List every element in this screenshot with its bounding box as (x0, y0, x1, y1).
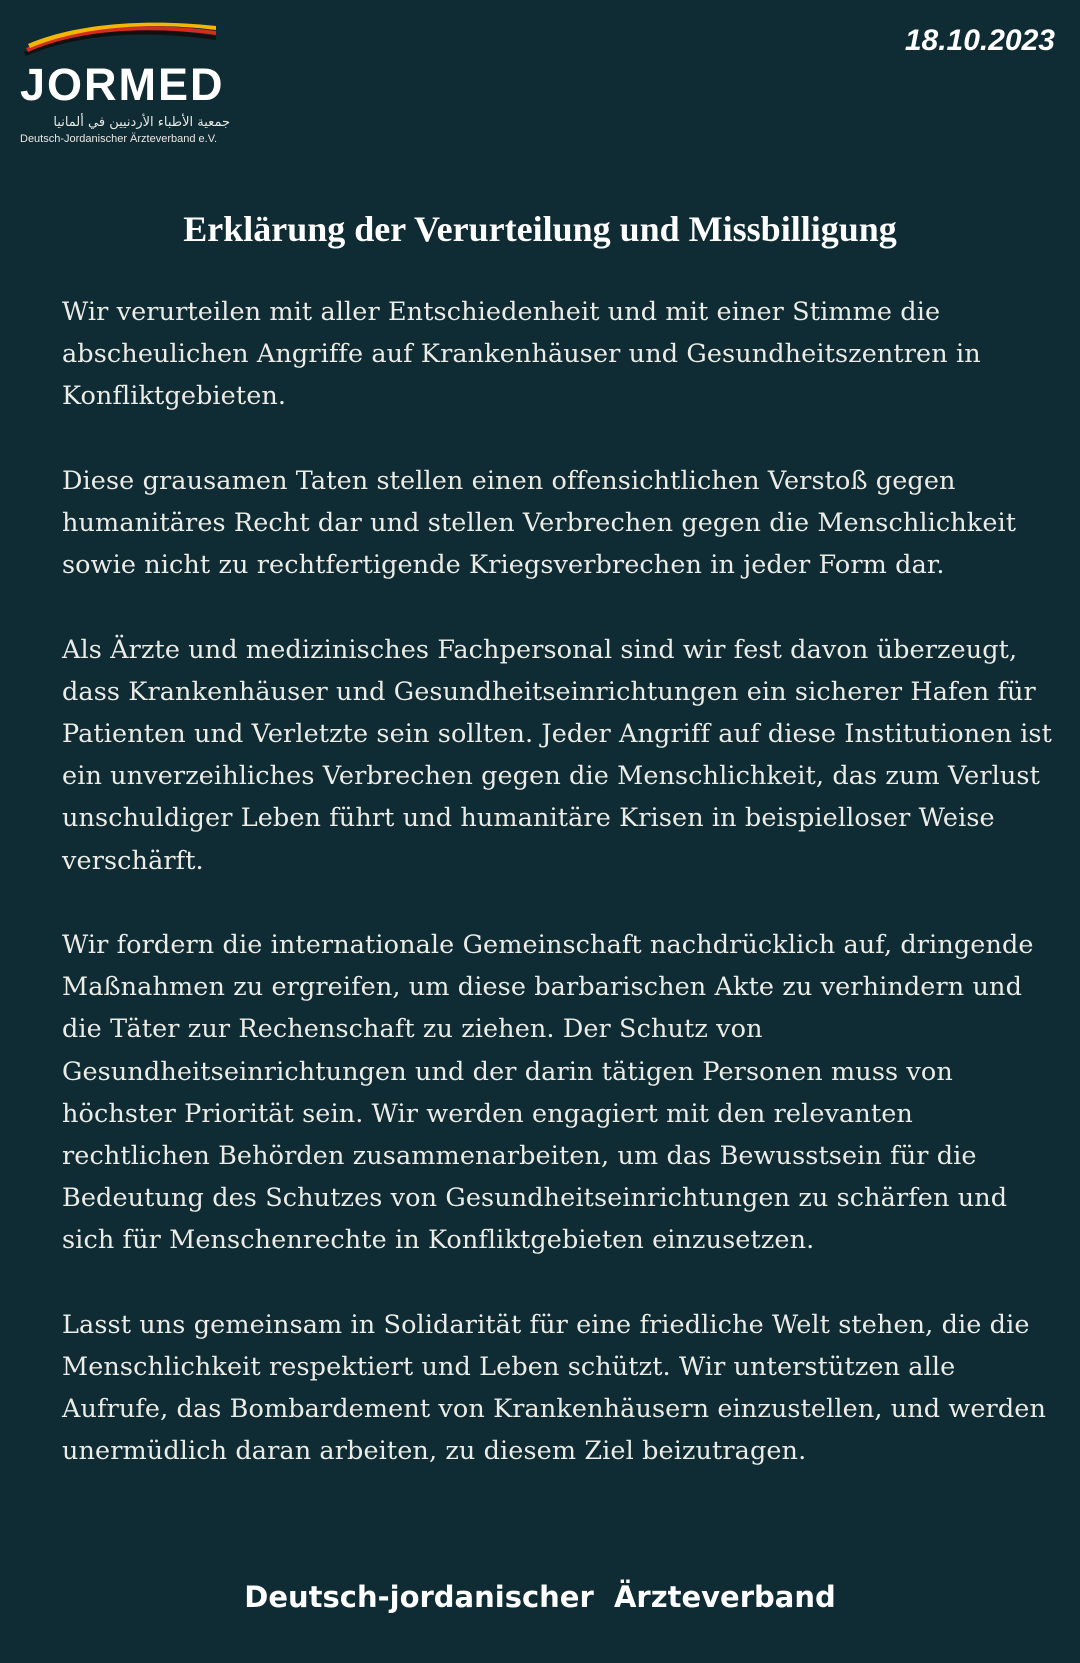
jormed-logo (20, 22, 252, 145)
logo-subtitle: Deutsch-Jordanischer Ärzteverband e.V. (20, 133, 218, 145)
signature: Deutsch-jordanischer Ärzteverband (244, 1580, 836, 1614)
german-flag-swoosh-icon (20, 22, 220, 58)
logo-arabic-name: جمعية الأطباء الأردنيين في ألمانيا (53, 115, 230, 130)
statement-body (62, 291, 1062, 1515)
statement-date: 18.10.2023 (904, 24, 1055, 57)
paragraph: Als Ärzte und medizinisches Fachpersonal sind wir fest davon überzeugt, dass Krankenhäuser und Gesundheitseinrichtungen ein sicherer Hafen für Patienten und Verletzte sein sollten. Jeder Angriff auf diese Institutionen ist ein unverzeihliches Verbrechen gegen die Menschlichkeit, das zum Verlust unschuldiger Leben führt und humanitäre Krisen in beispielloser Weise verschärft. (62, 634, 1052, 876)
paragraph: Wir verurteilen mit aller Entschiedenheit und mit einer Stimme die abscheulichen Angriffe auf Krankenhäuser und Gesundheitszentren in Konfliktgebieten. (62, 297, 981, 412)
paragraph: Wir fordern die internationale Gemeinschaft nachdrücklich auf, dringende Maßnahmen zu ergreifen, um diese barbarischen Akte zu verhindern und die Täter zur Rechenschaft zu ziehen. Der Schutz von Gesundheitseinrichtungen und der darin tätigen Personen muss von höchster Priorität sein. Wir werden engagiert mit den relevanten rechtlichen Behörden zusammenarbeiten, um das Bewusstsein für die Bedeutung des Schutzes von Gesundheitseinrichtungen zu schärfen und sich für Menschenrechte in Konfliktgebieten einzusetzen. (62, 930, 1034, 1256)
statement-title: Erklärung der Verurteilung und Missbilligung (183, 209, 897, 249)
logo-wordmark: JORMED (20, 59, 225, 110)
paragraph: Lasst uns gemeinsam in Solidarität für eine friedliche Welt stehen, die die Menschlichkeit respektiert und Leben schützt. Wir unterstützen alle Aufrufe, das Bombardement von Krankenhäusern einzustellen, und werden unermüdlich daran arbeiten, zu diesem Ziel beizutragen. (62, 1309, 1046, 1467)
paragraph: Diese grausamen Taten stellen einen offensichtlichen Verstoß gegen humanitäres Recht dar und stellen Verbrechen gegen die Menschlichkeit sowie nicht zu rechtfertigende Kriegsverbrechen in jeder Form dar. (62, 465, 1017, 581)
